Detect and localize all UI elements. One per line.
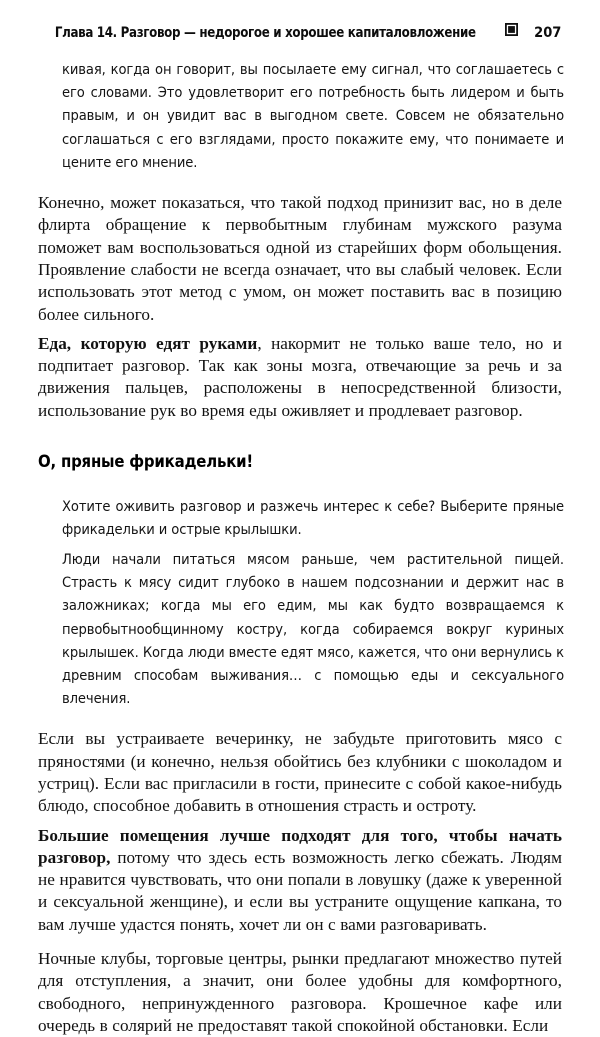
paragraph-sans-callout-2: Люди начали питаться мясом раньше, чем растительной пищей. Страсть к мясу сидит глубоко в нашем подсознании и держит нас в заложниках; когда мы его едим, мы как будто возвращаемся к первобытнообщинному костру, когда собираемся вокруг куриных крылышек. Когда люди вместе едят мясо, кажется, что они вернулись к древним способам выживания… с помощью еды и сексуального влечения. (62, 550, 564, 708)
section-heading-spicy-meatballs: О, пряные фрикадельки! (38, 451, 254, 471)
book-square-icon (505, 23, 518, 36)
paragraph-serif-2-lead-bold (38, 333, 562, 422)
lead-in-bold-large-rooms: Большие помещения лучше подходят для того, чтобы начать разговор, (38, 825, 562, 867)
paragraph-continued-sans: кивая, когда он говорит, вы посылаете ему сигнал, что соглашаетесь с его словами. Это удовлетворит его потребность быть лидером и быть правым, и он увидит вас в выгодном свете. Совсем не обязательно соглашаться с его взглядами, просто покажите ему, что понимаете и цените его мнение. (62, 61, 564, 171)
running-head-page-number: 207 (534, 25, 562, 41)
text-column (38, 58, 562, 1037)
lead-in-bold-food-by-hand: Еда, которую едят руками (38, 333, 258, 353)
paragraph-serif-5: Ночные клубы, торговые центры, рынки предлагают множество путей для отступления, а значит, они более удобны для комфортного, свободного, непринужденного разговора. Крошечное кафе или очередь в солярий не предоставят такой спокойной обстановки. Если (38, 949, 562, 1035)
paragraph-serif-4-lead-bold (38, 825, 562, 936)
paragraph-serif-3: Если вы устраиваете вечеринку, не забудьте приготовить мясо с пряностями (и конечно, нельзя обойтись без клубники с шоколадом и устриц). Если вас пригласили в гости, принесите с собой какое-нибудь блюдо, способное добавить в отношения страсть и остроту. (38, 729, 562, 816)
paragraph-sans-callout-1: Хотите оживить разговор и разжечь интерес к себе? Выберите пряные фрикадельки и острые крылышки. (62, 497, 564, 538)
paragraph-serif-2-rest: , накормит не только ваше тело, но и подпитает разговор. Так как зоны мозга, отвечающие за речь и за движения пальцев, расположены в непосредственной близости, использование рук во время еды оживляет и продлевает разговор. (38, 333, 562, 420)
paragraph-serif-1: Конечно, может показаться, что такой подход принизит вас, но в деле флирта обращение к первобытным глубинам мужского разума поможет вам воспользоваться одной из старейших форм обольщения. Проявление слабости не всегда означает, что вы слабый человек. Если использовать этот метод с умом, он может поставить вас в позицию более сильного. (38, 193, 562, 324)
running-head (38, 24, 562, 46)
paragraph-serif-4-rest: потому что здесь есть возможность легко сбежать. Людям не нравится чувствовать, что они попали в ловушку (даже к уверенной и сексуальной женщине), и если вы устраните ощущение капкана, то вам лучше удастся понять, хочет ли он с вами разговаривать. (38, 847, 562, 934)
running-head-chapter-title: Глава 14. Разговор — недорогое и хорошее капиталовложение (54, 25, 476, 41)
